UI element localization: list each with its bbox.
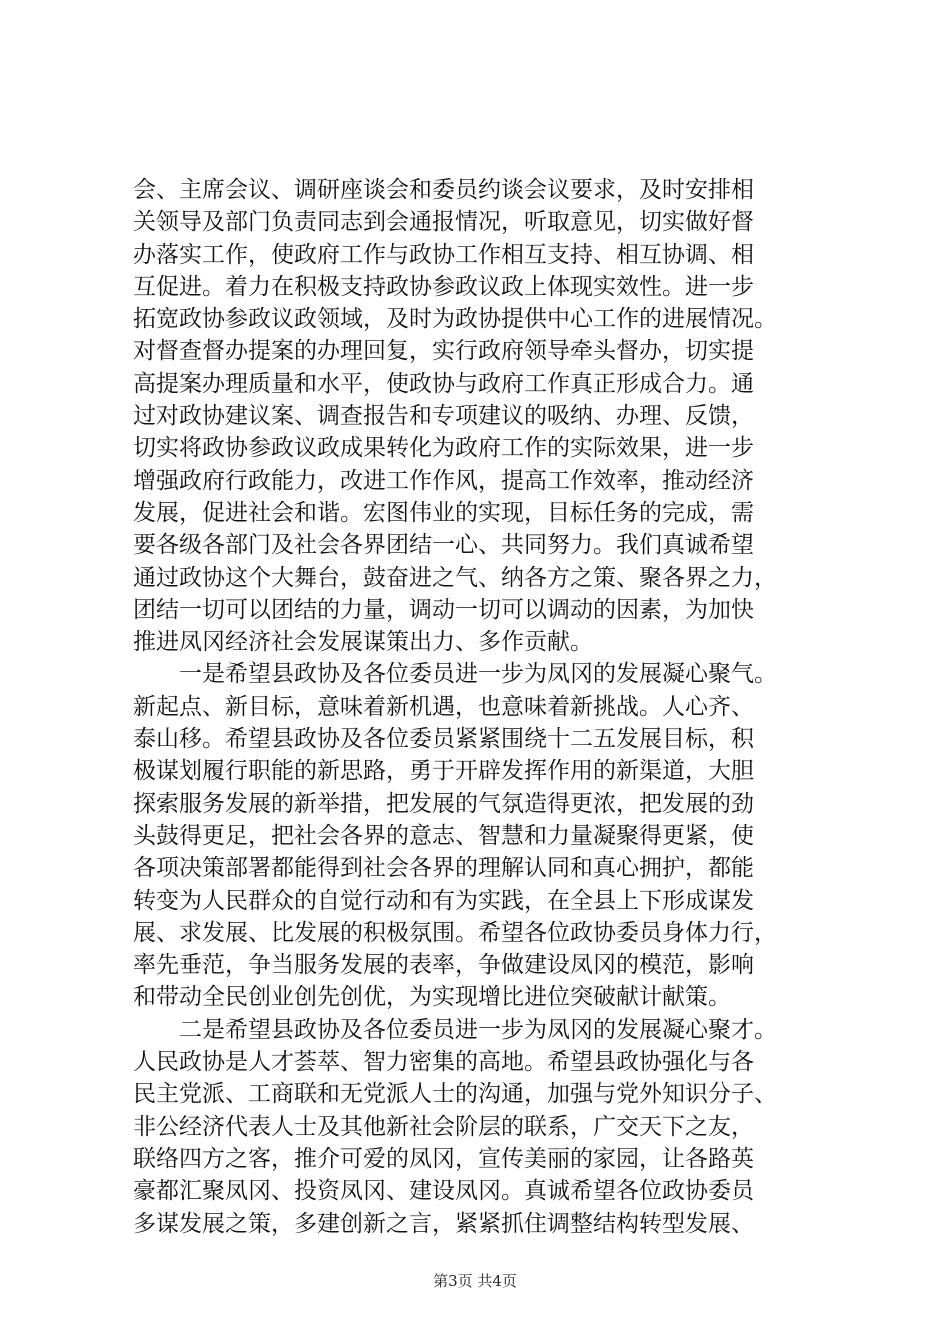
document-body xyxy=(133,174,853,1240)
text-line: 民主党派、工商联和无党派人士的沟通，加强与党外知识分子、 xyxy=(133,1081,777,1108)
text-line: 会、主席会议、调研座谈会和委员约谈会议要求，及时安排相 xyxy=(133,177,754,203)
text-line: 互促进。着力在积极支持政协参政议政上体现实效性。进一步 xyxy=(133,273,754,300)
text-line: 过对政协建议案、调查报告和专项建议的吸纳、办理、反馈， xyxy=(133,403,754,430)
text-line: 非公经济代表人士及其他新社会阶层的联系，广交天下之友， xyxy=(133,1113,754,1140)
text-line: 展、求发展、比发展的积极氛围。希望各位政协委员身体力行， xyxy=(133,919,777,946)
text-line: 推进凤冈经济社会发展谋策出力、多作贡献。 xyxy=(133,629,593,656)
text-line: 切实将政协参政议政成果转化为政府工作的实际效果，进一步 xyxy=(133,435,754,462)
paragraph-start-line: 二是希望县政协及各位委员进一步为凤冈的发展凝心聚才。 xyxy=(179,1016,777,1043)
text-line: 转变为人民群众的自觉行动和有为实践，在全县上下形成谋发 xyxy=(133,887,754,914)
text-line: 人民政协是人才荟萃、智力密集的高地。希望县政协强化与各 xyxy=(133,1049,754,1076)
text-line: 头鼓得更足，把社会各界的意志、智慧和力量凝聚得更紧，使 xyxy=(133,822,754,849)
text-line: 办落实工作，使政府工作与政协工作相互支持、相互协调、相 xyxy=(133,241,754,268)
text-line: 率先垂范，争当服务发展的表率，争做建设凤冈的模范，影响 xyxy=(133,952,754,979)
text-line: 新起点、新目标，意味着新机遇，也意味着新挑战。人心齐、 xyxy=(133,693,754,720)
page-number-footer: 第3页 共4页 xyxy=(433,1272,517,1290)
text-line: 探索服务发展的新举措，把发展的气氛造得更浓，把发展的劲 xyxy=(133,790,754,817)
text-line: 要各级各部门及社会各界团结一心、共同努力。我们真诚希望 xyxy=(133,532,754,559)
text-line: 多谋发展之策，多建创新之言，紧紧抓住调整结构转型发展、 xyxy=(133,1210,754,1237)
text-line: 拓宽政协参政议政领域，及时为政协提供中心工作的进展情况。 xyxy=(133,306,777,333)
text-line: 和带动全民创业创先创优，为实现增比进位突破献计献策。 xyxy=(133,984,731,1011)
text-line: 团结一切可以团结的力量，调动一切可以调动的因素，为加快 xyxy=(133,596,754,623)
text-line: 关领导及部门负责同志到会通报情况，听取意见，切实做好督 xyxy=(133,209,754,236)
text-line: 增强政府行政能力，改进工作作风，提高工作效率，推动经济 xyxy=(133,467,754,494)
text-line: 极谋划履行职能的新思路，勇于开辟发挥作用的新渠道，大胆 xyxy=(133,758,754,785)
text-line: 各项决策部署都能得到社会各界的理解认同和真心拥护，都能 xyxy=(133,855,754,882)
paragraph-start-line: 一是希望县政协及各位委员进一步为凤冈的发展凝心聚气。 xyxy=(179,661,777,688)
text-line: 通过政协这个大舞台，鼓奋进之气、纳各方之策、聚各界之力， xyxy=(133,564,777,591)
text-line: 豪都汇聚凤冈、投资凤冈、建设凤冈。真诚希望各位政协委员 xyxy=(133,1178,754,1205)
text-line: 泰山移。希望县政协及各位委员紧紧围绕十二五发展目标，积 xyxy=(133,726,754,753)
text-line: 高提案办理质量和水平，使政协与政府工作真正形成合力。通 xyxy=(133,370,754,397)
text-line: 对督查督办提案的办理回复，实行政府领导牵头督办，切实提 xyxy=(133,338,754,365)
text-line: 发展，促进社会和谐。宏图伟业的实现，目标任务的完成，需 xyxy=(133,499,754,526)
text-line: 联络四方之客，推介可爱的凤冈，宣传美丽的家园，让各路英 xyxy=(133,1145,754,1172)
